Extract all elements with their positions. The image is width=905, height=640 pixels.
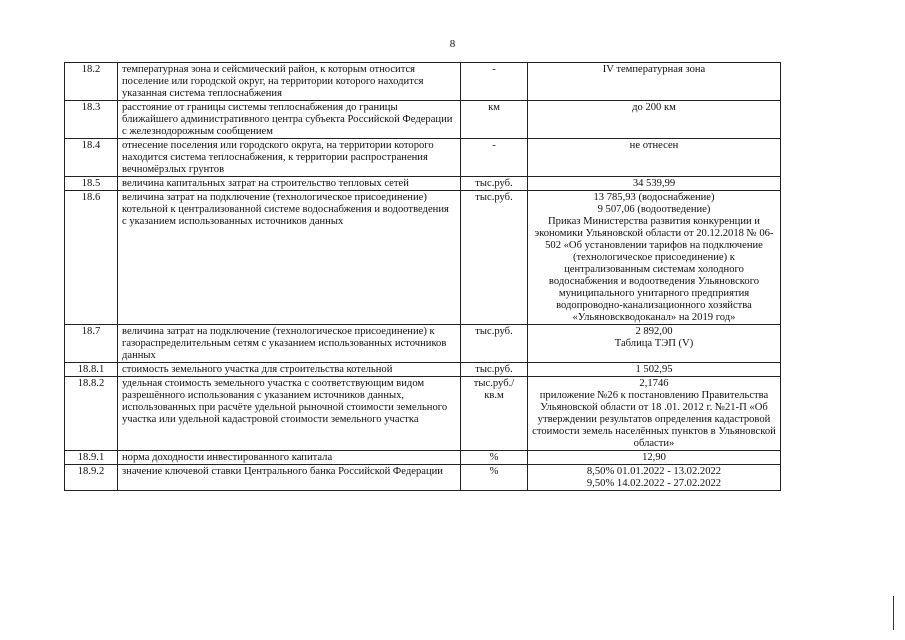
parameter-value [528,101,781,139]
value-line: не отнесен [629,140,679,151]
parameters-table [64,62,781,491]
row-number: 18.8.2 [65,377,118,451]
value-line: 8,50% 01.01.2022 - 13.02.2022 [586,466,722,477]
unit-of-measure: % [461,465,528,491]
margin-line [893,596,894,630]
value-line: 2 892,00 [635,326,673,337]
unit-of-measure: - [461,63,528,101]
parameter-name: удельная стоимость земельного участка с соответствующим видом разрешённого использования с указанием источников данных, использованных при расчёте удельной рыночной стоимости земельного участка или удельной кадастровой стоимости земельного участка [118,377,461,451]
row-number: 18.9.2 [65,465,118,491]
value-line: IV температурная зона [602,64,706,75]
value-line: Таблица ТЭП (V) [614,338,694,349]
table-row [65,325,781,363]
unit-of-measure: тыс.руб. [461,191,528,325]
parameter-value [528,451,781,465]
value-line: приложение №26 к постановлению Правительства Ульяновской области от 18 .01. 2012 г. №21-П «Об утверждении результатов определения кадастровой стоимости земель населённых пунктов в Ульяновской области» [532,390,776,449]
table-row [65,363,781,377]
row-number: 18.2 [65,63,118,101]
value-line: 9 507,06 (водоотведение) [597,204,711,215]
parameter-name: величина капитальных затрат на строительство тепловых сетей [118,177,461,191]
unit-of-measure: км [461,101,528,139]
unit-of-measure: % [461,451,528,465]
value-line: Приказ Министерства развития конкуренции и экономики Ульяновской области от 20.12.2018 № 06-502 «Об установлении тарифов на подключение (технологическое присоединение) к централизованным системам холодного водоснабжения и водоотведения Ульяновского муниципального унитарного предприятия водопроводно-канализационного хозяйства «Ульяновскводоканал» на 2019 год» [534,216,774,323]
parameter-name: температурная зона и сейсмический район, к которым относится поселение или городской округ, на территории которого находится указанная система теплоснабжения [118,63,461,101]
unit-of-measure: тыс.руб. [461,363,528,377]
parameter-value [528,63,781,101]
unit-of-measure: - [461,139,528,177]
page-number: 8 [449,38,456,50]
parameter-value [528,363,781,377]
row-number: 18.6 [65,191,118,325]
row-number: 18.5 [65,177,118,191]
unit-of-measure: тыс.руб./ кв.м [461,377,528,451]
value-line: 9,50% 14.02.2022 - 27.02.2022 [586,478,722,489]
parameter-value [528,465,781,491]
parameter-name: отнесение поселения или городского округа, на территории которого находится система теплоснабжения, к территории распространения вечномёрзлых грунтов [118,139,461,177]
value-line: 12,90 [642,452,666,463]
unit-of-measure: тыс.руб. [461,177,528,191]
table-row [65,101,781,139]
row-number: 18.4 [65,139,118,177]
parameter-name: норма доходности инвестированного капитала [118,451,461,465]
parameter-value [528,177,781,191]
value-line: 34 539,99 [632,178,676,189]
table-row [65,465,781,491]
parameter-name: стоимость земельного участка для строительства котельной [118,363,461,377]
table-body [65,63,781,491]
value-line: 13 785,93 (водоснабжение) [593,192,715,203]
table-row [65,177,781,191]
value-line: до 200 км [632,102,676,113]
parameter-name: расстояние от границы системы теплоснабжения до границы ближайшего административного центра субъекта Российской Федерации с железнодорожным сообщением [118,101,461,139]
parameter-name: значение ключевой ставки Центрального банка Российской Федерации [118,465,461,491]
parameter-name: величина затрат на подключение (технологическое присоединение) котельной к централизованной системе водоснабжения и водоотведения с указанием использованных источников данных [118,191,461,325]
parameter-value [528,139,781,177]
unit-of-measure: тыс.руб. [461,325,528,363]
parameter-value [528,377,781,451]
table-row [65,451,781,465]
table-row [65,377,781,451]
row-number: 18.3 [65,101,118,139]
parameter-value [528,325,781,363]
parameter-value [528,191,781,325]
table-row [65,139,781,177]
parameter-name: величина затрат на подключение (технологическое присоединение) к газораспределительным сетям с указанием использованных источников данных [118,325,461,363]
value-line: 2,1746 [639,378,669,389]
row-number: 18.9.1 [65,451,118,465]
table-row [65,191,781,325]
row-number: 18.8.1 [65,363,118,377]
table-row [65,63,781,101]
row-number: 18.7 [65,325,118,363]
value-line: 1 502,95 [635,364,673,375]
